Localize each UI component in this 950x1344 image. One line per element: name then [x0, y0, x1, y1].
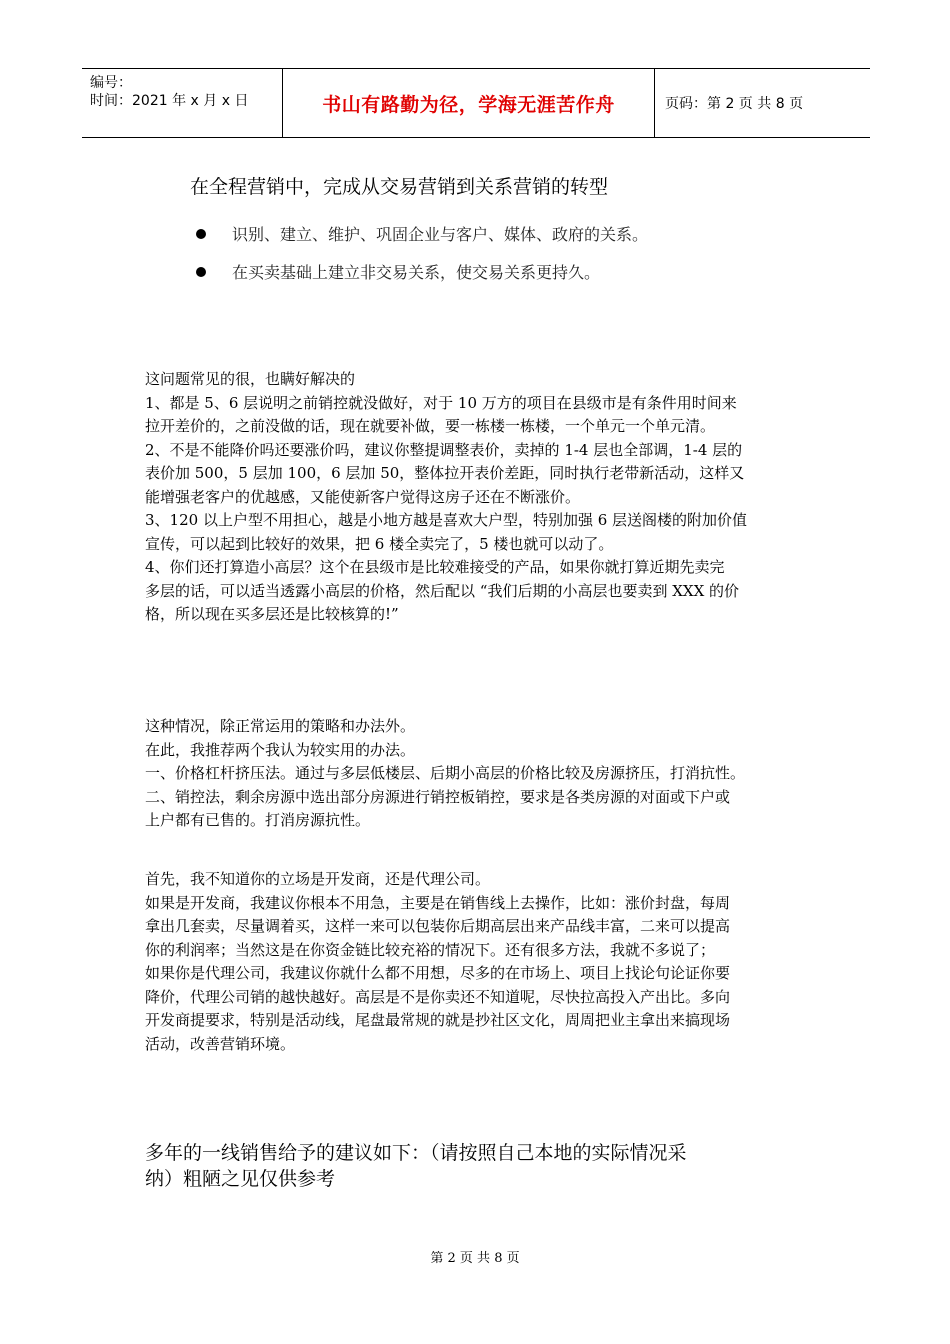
- heading-line: 多年的一线销售给予的建议如下：（请按照自己本地的实际情况采: [145, 1142, 687, 1164]
- bullet-dot-icon: [196, 267, 206, 277]
- text-line: 格，所以现在买多层还是比较核算的!”: [145, 605, 399, 623]
- bullet-item: [196, 260, 600, 283]
- closing-heading: [145, 1140, 687, 1192]
- text-line: 2、不是不能降价吗还要涨价吗，建议你整提调整表价，卖掉的 1-4 层也全部调，1-4 层的: [145, 440, 743, 459]
- text-line: 3、120 以上户型不用担心，越是小地方越是喜欢大户型，特别加强 6 层送阁楼的附加价值: [145, 511, 748, 529]
- section-title: 在全程营销中，完成从交易营销到关系营销的转型: [190, 176, 609, 198]
- text-line: 拿出几套卖，尽量调着买，这样一来可以包装你后期高层出来产品线丰富，二来可以提高: [145, 917, 731, 935]
- text-line: 上户都有已售的。打消房源抗性。: [145, 811, 371, 829]
- page-footer: 第 2 页 共 8 页: [430, 1251, 520, 1266]
- text-line: 1、都是 5、6 层说明之前销控就没做好，对于 10 万方的项目在县级市是有条件用时间来: [145, 393, 737, 412]
- text-line: 你的利润率；当然这是在你资金链比较充裕的情况下。还有很多方法，我就不多说了；: [145, 940, 716, 959]
- text-line: 如果你是代理公司，我建议你就什么都不用想，尽多的在市场上、项目上找论句论证你要: [145, 964, 731, 982]
- time-label: 时间：2021 年 x 月 x 日: [90, 93, 249, 109]
- heading-line: 纳）粗陋之见仅供参考: [145, 1168, 336, 1190]
- text-line: 宣传，可以起到比较好的效果，把 6 楼全卖完了，5 楼也就可以动了。: [145, 534, 614, 553]
- bullet-text: 在买卖基础上建立非交易关系，使交易关系更持久。: [232, 263, 601, 282]
- text-line: 在此，我推荐两个我认为较实用的办法。: [145, 740, 416, 759]
- text-line: 能增强老客户的优越感，又能使新客户觉得这房子还在不断涨价。: [145, 487, 581, 506]
- paragraph-block-1: [145, 368, 825, 627]
- bullet-item: [196, 222, 648, 245]
- text-line: 拉开差价的，之前没做的话，现在就要补做，要一栋楼一栋楼，一个单元一个单元清。: [145, 417, 716, 435]
- text-line: 一、价格杠杆挤压法。通过与多层低楼层、后期小高层的价格比较及房源挤压，打消抗性。: [145, 764, 746, 782]
- text-line: 这种情况，除正常运用的策略和办法外。: [145, 717, 416, 735]
- bullet-text: 识别、建立、维护、巩固企业与客户、媒体、政府的关系。: [232, 225, 649, 244]
- text-line: 二、销控法，剩余房源中选出部分房源进行销控板销控，要求是各类房源的对面或下户或: [145, 787, 731, 806]
- text-line: 4、你们还打算造小高层？这个在县级市是比较难接受的产品，如果你就打算近期先卖完: [145, 558, 725, 576]
- text-line: 活动，改善营销环境。: [145, 1034, 296, 1053]
- text-line: 表价加 500，5 层加 100，6 层加 50，整体拉开表价差距，同时执行老带新活动，这样又: [145, 464, 745, 482]
- text-line: 首先，我不知道你的立场是开发商，还是代理公司。: [145, 870, 491, 888]
- motto: 书山有路勤为径，学海无涯苦作舟: [283, 69, 655, 137]
- bullet-dot-icon: [196, 229, 206, 239]
- header-table: [82, 68, 870, 138]
- page-label: 页码：第 2 页 共 8 页: [665, 96, 804, 112]
- text-line: 降价，代理公司销的越快越好。高层是不是你卖还不知道呢，尽快拉高投入产出比。多向: [145, 987, 731, 1006]
- paragraph-block-3: [145, 868, 825, 1056]
- text-line: 如果是开发商，我建议你根本不用急，主要是在销售线上去操作，比如：涨价封盘，每周: [145, 893, 731, 912]
- paragraph-block-2: [145, 715, 825, 833]
- text-line: 开发商提要求，特别是活动线，尾盘最常规的就是抄社区文化，周周把业主拿出来搞现场: [145, 1011, 731, 1029]
- header-meta-cell: [82, 69, 283, 137]
- text-line: 这问题常见的很，也瞒好解决的: [145, 370, 356, 388]
- number-label: 编号：: [90, 75, 132, 91]
- text-line: 多层的话，可以适当透露小高层的价格，然后配以 “我们后期的小高层也要卖到 XXX 的价: [145, 581, 740, 600]
